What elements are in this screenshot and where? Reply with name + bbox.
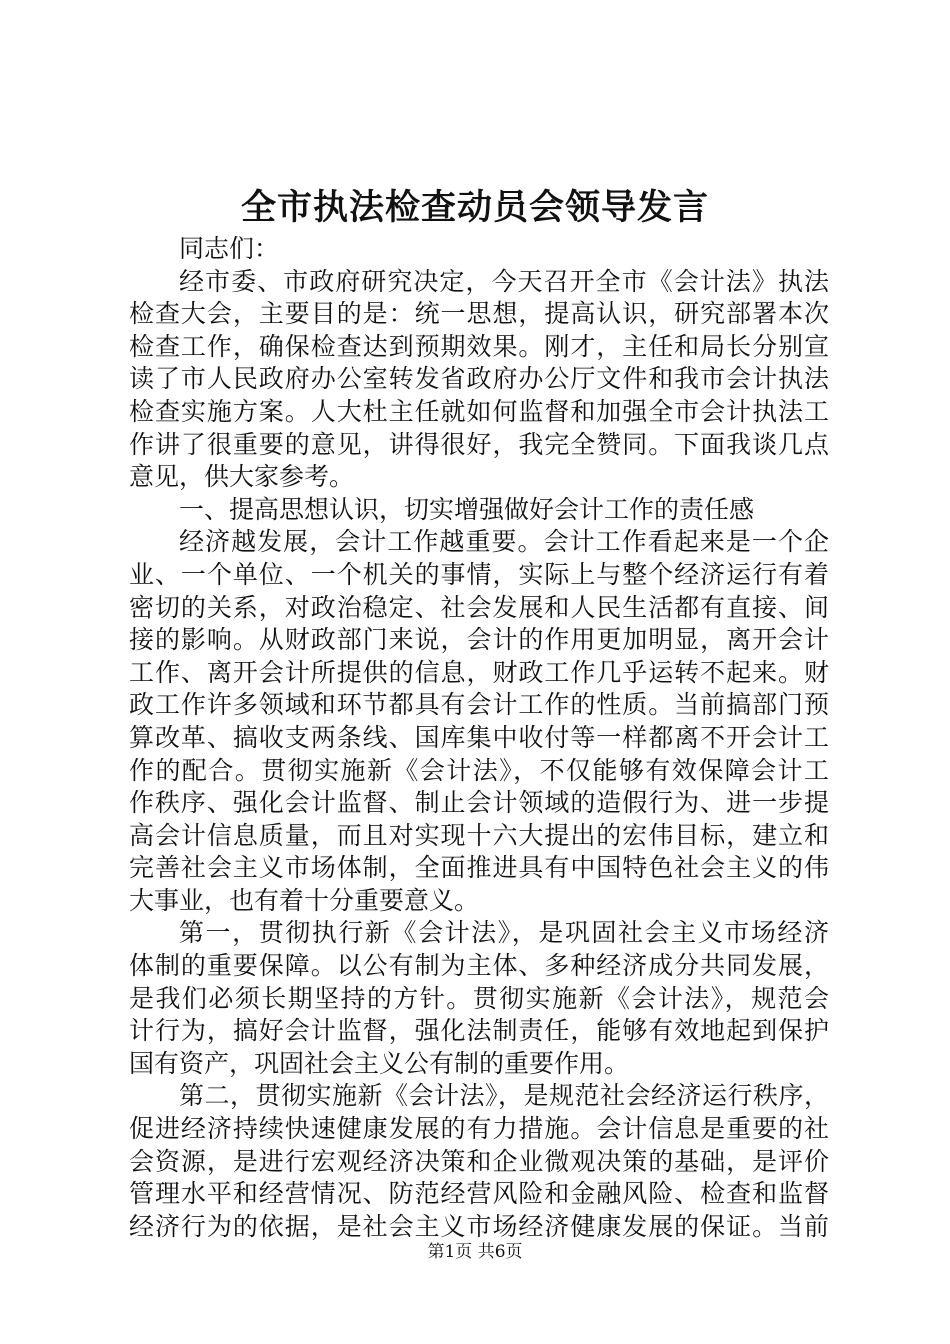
body-line: 管理水平和经营情况、防范经营风险和金融风险、检查和监督: [129, 1179, 829, 1209]
body-line: 经济行为的依据，是社会主义市场经济健康发展的保证。当前: [129, 1211, 829, 1241]
body-line: 业、一个单位、一个机关的事情，实际上与整个经济运行有着: [129, 559, 829, 589]
body-line: 算改革、搞收支两条线、国库集中收付等一样都离不开会计工: [129, 722, 829, 752]
body-line: 接的影响。从财政部门来说，会计的作用更加明显，离开会计: [129, 625, 829, 655]
document-body: [129, 233, 829, 1243]
body-line: 检查大会，主要目的是：统一思想，提高认识，研究部署本次: [129, 299, 829, 329]
body-line: 大事业，也有着十分重要意义。: [129, 885, 480, 915]
body-line: 作秩序、强化会计监督、制止会计领域的造假行为、进一步提: [129, 788, 829, 818]
page-footer: 第1页 共6页: [427, 1242, 523, 1262]
body-line: 作的配合。贯彻实施新《会计法》，不仅能够有效保障会计工: [129, 755, 829, 785]
body-line: 第二，贯彻实施新《会计法》，是规范社会经济运行秩序，: [179, 1081, 829, 1111]
body-line: 检查工作，确保检查达到预期效果。刚才，主任和局长分别宣: [129, 331, 829, 361]
body-line: 意见，供大家参考。: [129, 462, 355, 492]
body-line: 完善社会主义市场体制，全面推进具有中国特色社会主义的伟: [129, 853, 829, 883]
body-line: 一、提高思想认识，切实增强做好会计工作的责任感: [179, 494, 755, 524]
body-line: 国有资产，巩固社会主义公有制的重要作用。: [129, 1048, 630, 1078]
body-line: 经济越发展，会计工作越重要。会计工作看起来是一个企: [179, 527, 829, 557]
document-title: 全市执法检查动员会领导发言: [240, 187, 709, 228]
body-line: 密切的关系，对政治稳定、社会发展和人民生活都有直接、间: [129, 592, 829, 622]
body-line: 促进经济持续快速健康发展的有力措施。会计信息是重要的社: [129, 1114, 829, 1144]
body-line: 检查实施方案。人大杜主任就如何监督和加强全市会计执法工: [129, 396, 829, 426]
body-line: 政工作许多领域和环节都具有会计工作的性质。当前搞部门预: [129, 690, 829, 720]
body-line: 第一，贯彻执行新《会计法》，是巩固社会主义市场经济: [179, 918, 829, 948]
body-line: 会资源，是进行宏观经济决策和企业微观决策的基础，是评价: [129, 1146, 829, 1176]
body-line: 体制的重要保障。以公有制为主体、多种经济成分共同发展，: [129, 951, 829, 981]
body-line: 读了市人民政府办公室转发省政府办公厅文件和我市会计执法: [129, 364, 829, 394]
body-line: 计行为，搞好会计监督，强化法制责任，能够有效地起到保护: [129, 1016, 829, 1046]
body-line: 同志们：: [179, 234, 280, 263]
body-line: 是我们必须长期坚持的方针。贯彻实施新《会计法》，规范会: [129, 983, 829, 1013]
body-line: 高会计信息质量，而且对实现十六大提出的宏伟目标，建立和: [129, 820, 829, 850]
body-line: 作讲了很重要的意见，讲得很好，我完全赞同。下面我谈几点: [129, 429, 829, 459]
body-line: 经市委、市政府研究决定，今天召开全市《会计法》执法: [179, 266, 829, 296]
body-line: 工作、离开会计所提供的信息，财政工作几乎运转不起来。财: [129, 657, 829, 687]
